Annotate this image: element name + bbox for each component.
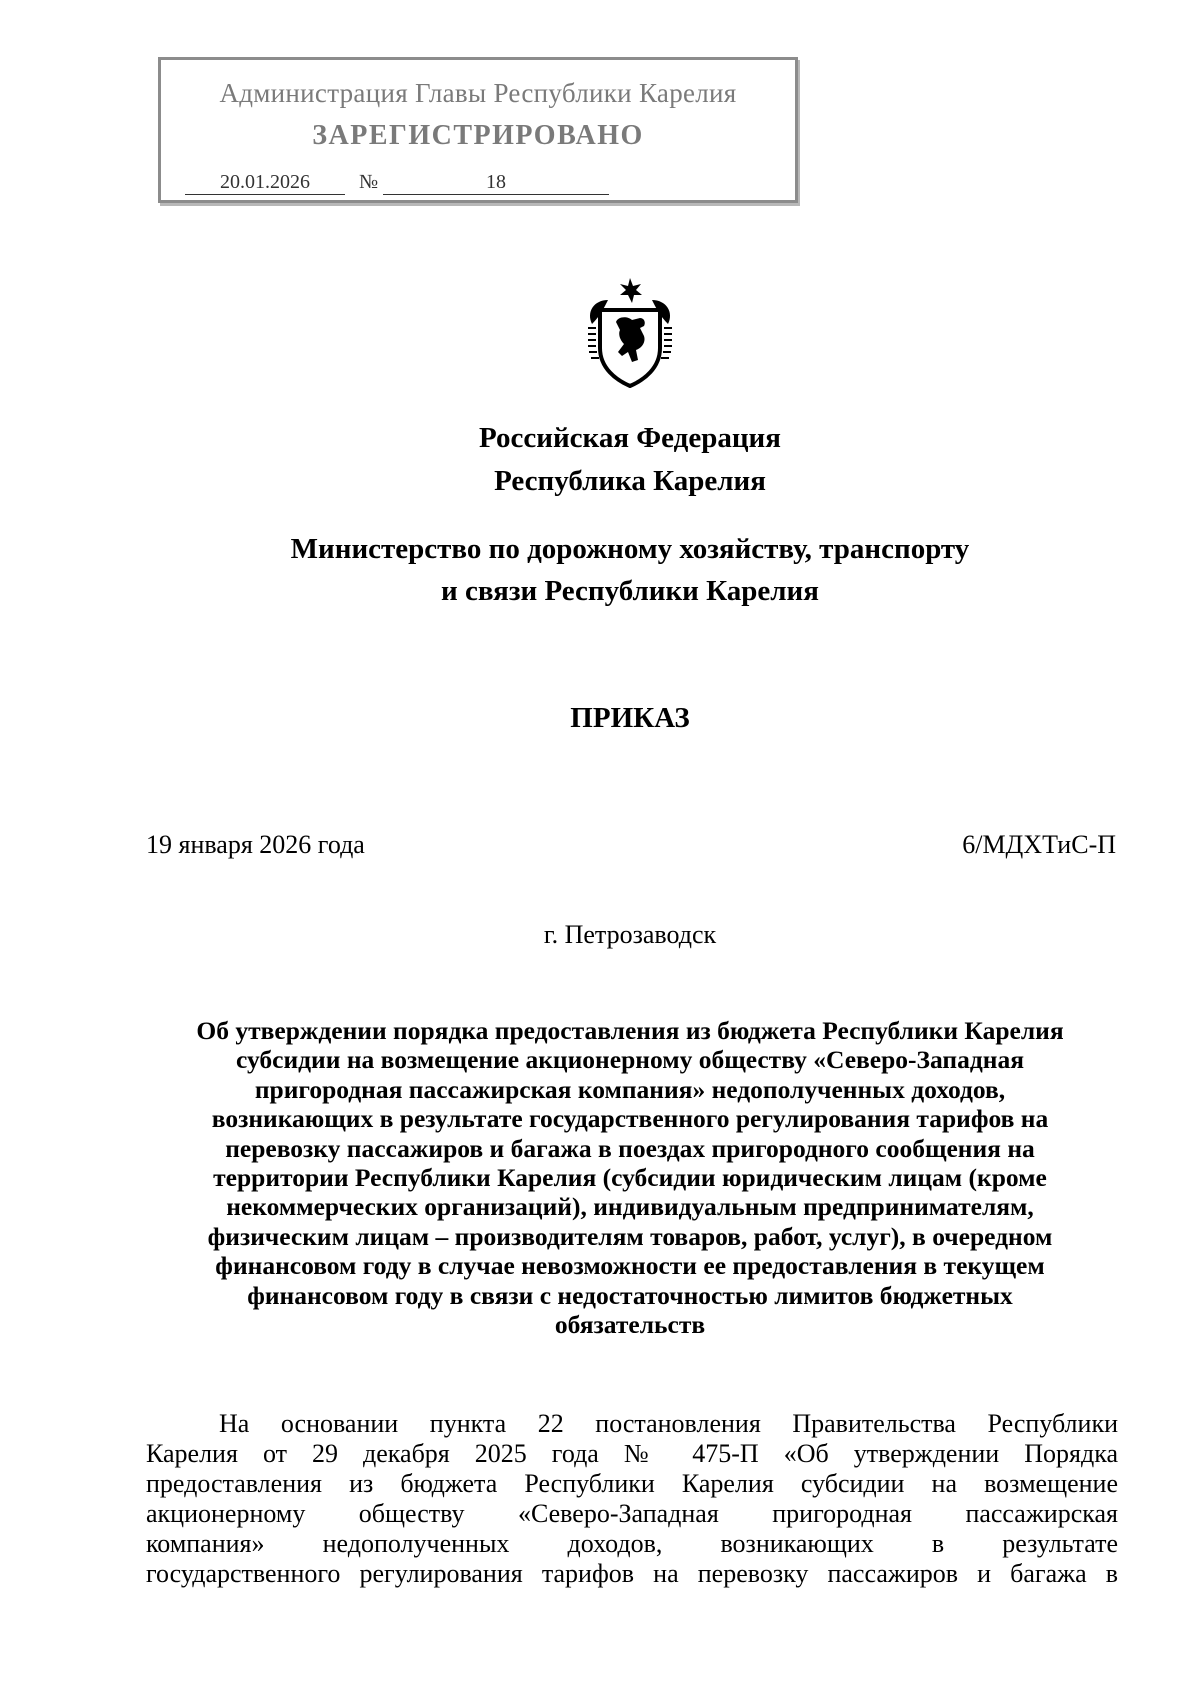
stamp-date: 20.01.2026 (185, 171, 345, 195)
order-subject (140, 1016, 1120, 1339)
subject-line: территории Республики Карелия (субсидии юридическим лицам (кроме (213, 1163, 1047, 1193)
body-paragraph (146, 1409, 1118, 1589)
subject-line: физическим лицам – производителям товаров, работ, услуг), в очередном (207, 1221, 1053, 1251)
subject-line: некоммерческих организаций), индивидуальным предпринимателям, (226, 1192, 1034, 1222)
subject-line: пригородная пассажирская компания» недополученных доходов, (254, 1074, 1006, 1104)
body-line: предоставления из бюджета Республики Карелия субсидии на возмещение (146, 1469, 1118, 1498)
body-line: компания» недополученных доходов, возникающих в результате (146, 1529, 1118, 1558)
subject-line: перевозку пассажиров и багажа в поездах пригородного сообщения на (225, 1133, 1035, 1163)
stamp-status: ЗАРЕГИСТРИРОВАНО (312, 120, 644, 151)
federation-heading: Российская Федерация (479, 422, 781, 454)
subject-line: финансовом году в связи с недостаточностью лимитов бюджетных (247, 1280, 1013, 1310)
order-date: 19 января 2026 года (146, 830, 365, 859)
order-number: 6/МДХТиС-П (962, 830, 1116, 859)
subject-line: финансовом году в случае невозможности ее предоставления в текущем (215, 1251, 1045, 1281)
body-line: Карелия от 29 декабря 2025 года № 475-П «Об утверждении Порядка (146, 1439, 1118, 1468)
subject-line: субсидии на возмещение акционерному обществу «Северо-Западная (236, 1045, 1024, 1075)
coat-of-arms-graphic (582, 276, 678, 388)
karelia-coat-of-arms-icon (582, 276, 678, 388)
body-line: государственного регулирования тарифов на перевозку пассажиров и багажа в (146, 1559, 1118, 1588)
emblem-star (620, 278, 642, 303)
stamp-organization: Администрация Главы Республики Карелия (219, 78, 737, 108)
registration-stamp (158, 57, 798, 203)
ministry-heading-line-2: и связи Республики Карелия (441, 575, 819, 607)
ministry-heading-line-1: Министерство по дорожному хозяйству, транспорту (290, 533, 970, 565)
republic-heading: Республика Карелия (494, 465, 766, 497)
body-line: акционерному обществу «Северо-Западная пригородная пассажирская (146, 1499, 1118, 1528)
subject-line: Об утверждении порядка предоставления из бюджета Республики Карелия (196, 1016, 1064, 1045)
subject-line: обязательств (554, 1310, 706, 1340)
body-line: На основании пункта 22 постановления Правительства Республики (219, 1409, 1118, 1438)
document-type-title: ПРИКАЗ (570, 702, 690, 734)
city: г. Петрозаводск (543, 920, 717, 949)
stamp-number: 18 (383, 171, 609, 195)
subject-line: возникающих в результате государственного регулирования тарифов на (211, 1104, 1049, 1134)
stamp-number-label: № (359, 171, 379, 193)
